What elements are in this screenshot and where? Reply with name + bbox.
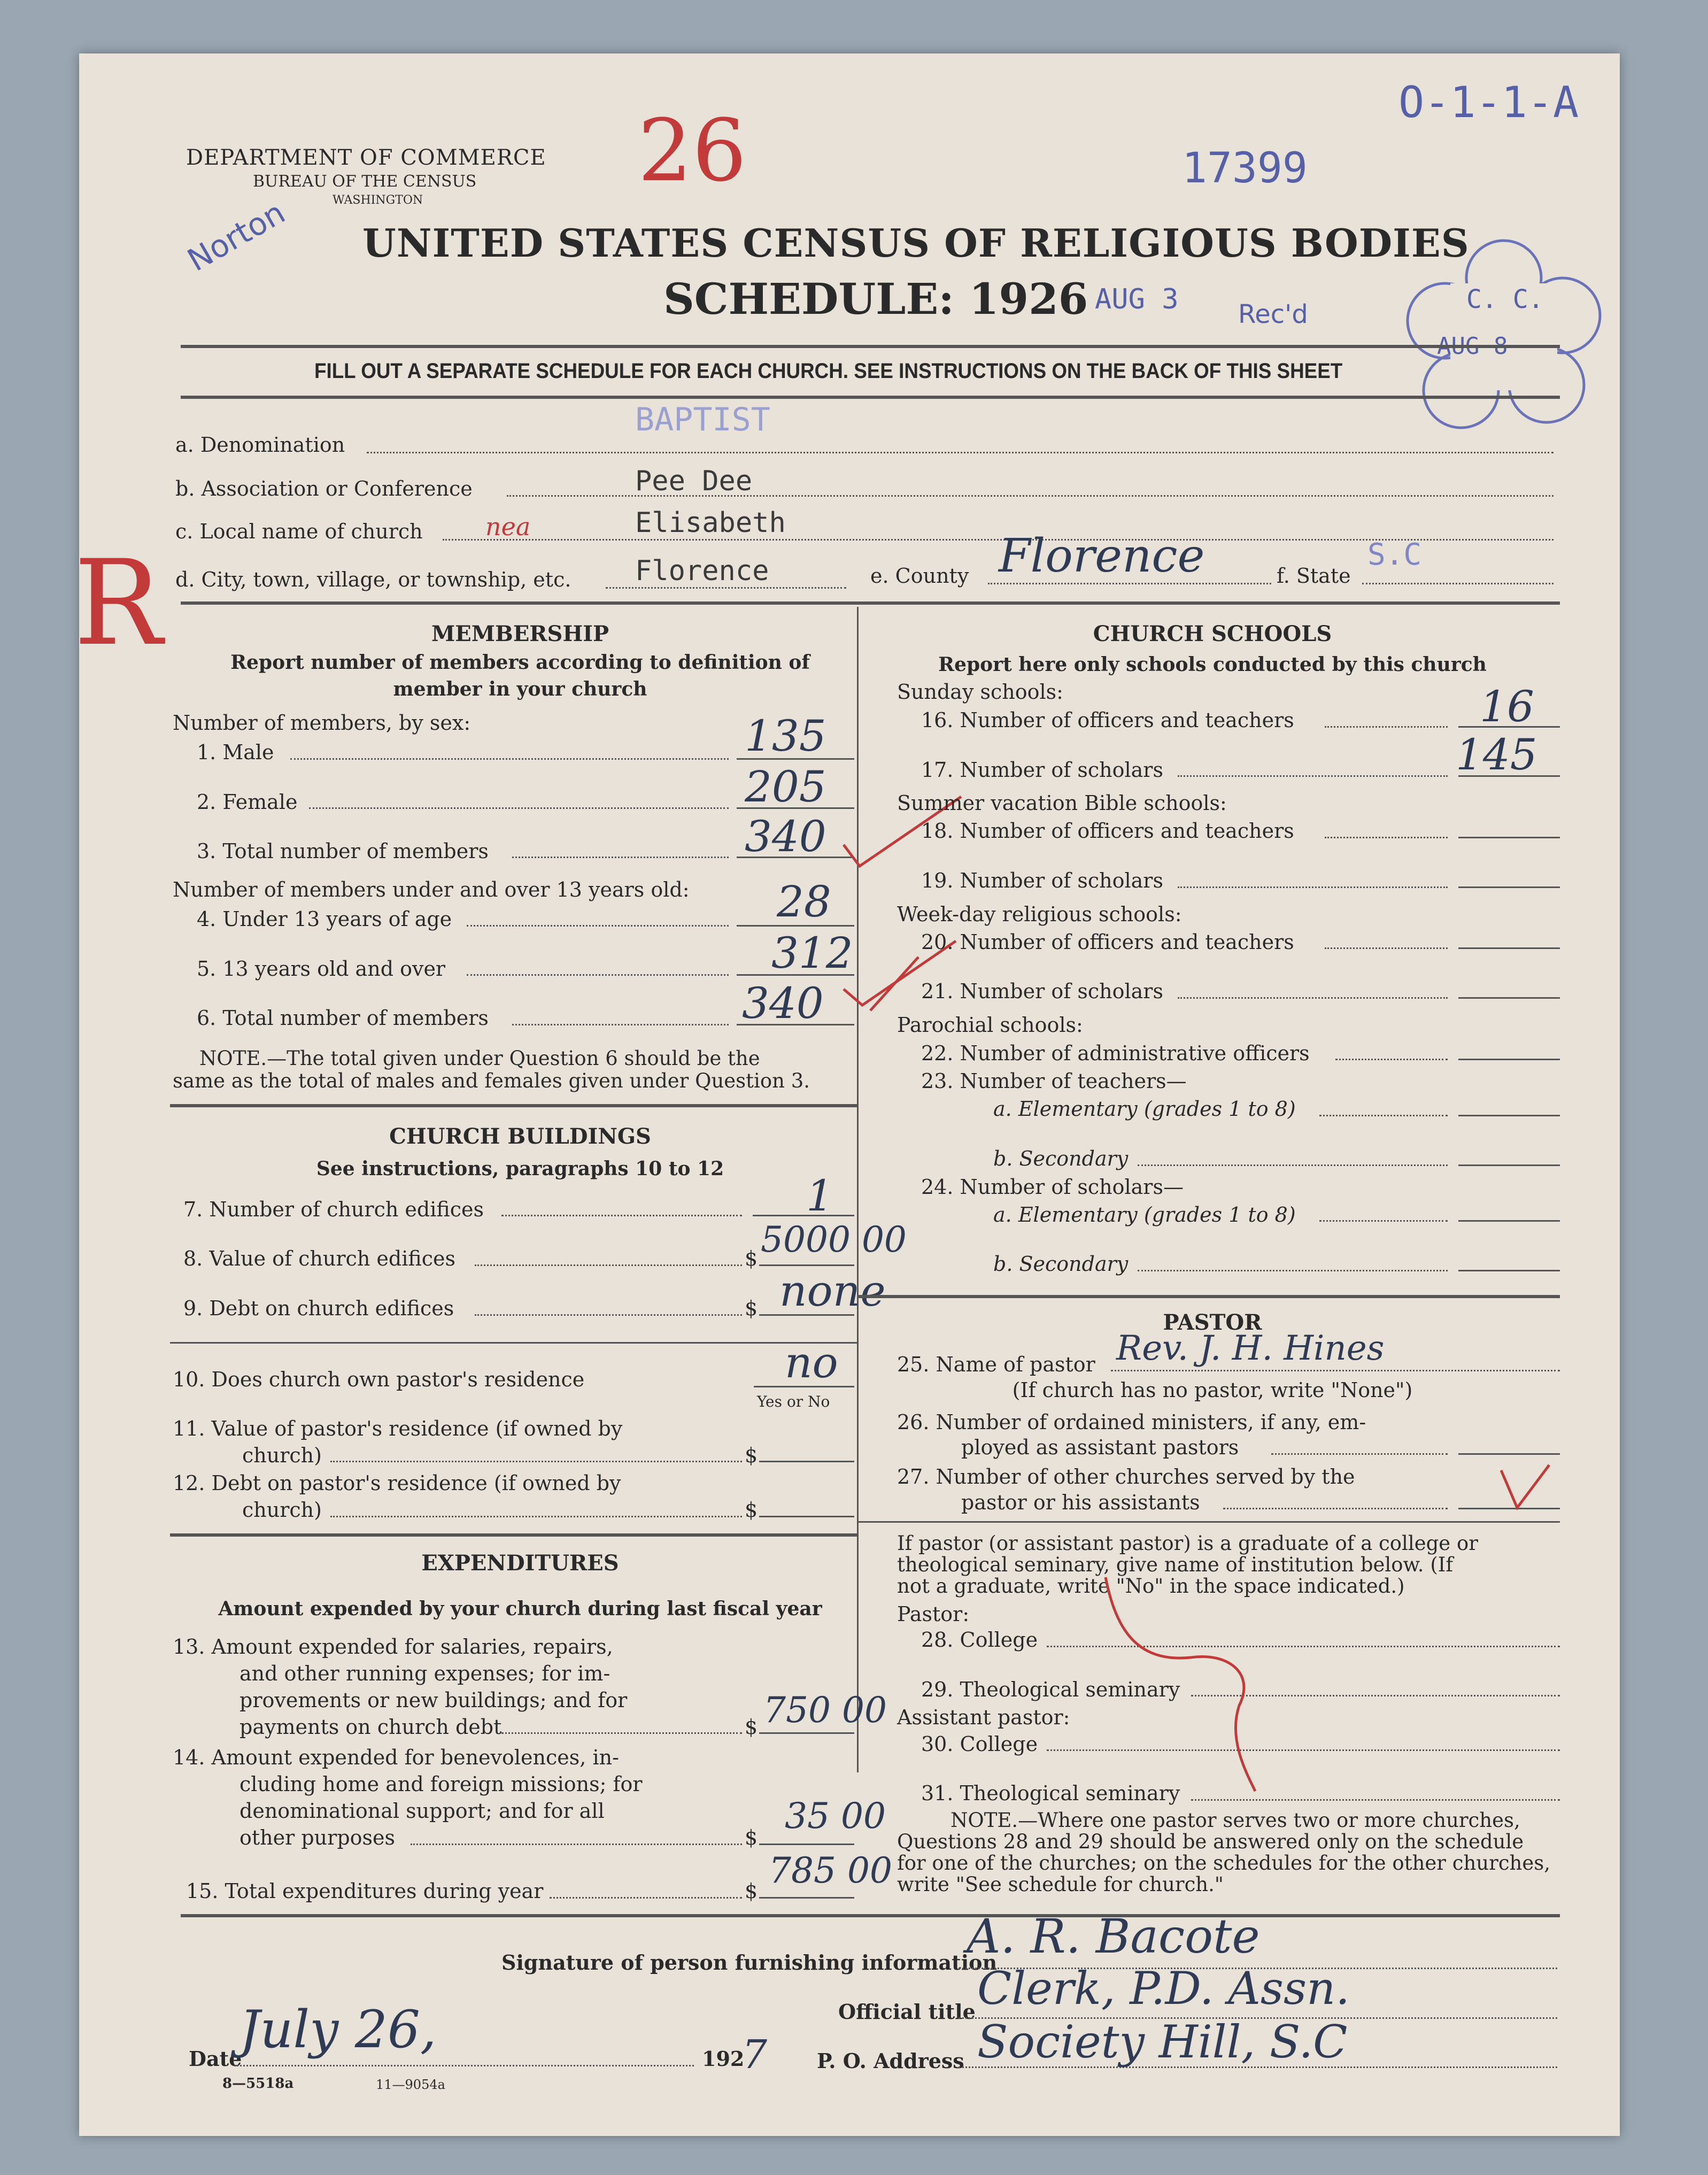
cc-stamp-date: AUG 8 bbox=[1437, 333, 1508, 360]
graduate-note-2: theological seminary, give name of institution below. (If bbox=[897, 1553, 1454, 1576]
q6-value: 340 bbox=[742, 978, 824, 1028]
q16-label: 16. Number of officers and teachers bbox=[921, 708, 1294, 732]
q14-label-4: other purposes bbox=[239, 1826, 396, 1849]
denomination-line bbox=[367, 452, 1554, 453]
q23b-label: b. Secondary bbox=[993, 1147, 1129, 1170]
q24b-label: b. Secondary bbox=[993, 1252, 1129, 1276]
q13-label-2: and other running expenses; for im- bbox=[239, 1662, 610, 1685]
form-number-2: 11—9054a bbox=[376, 2077, 445, 2092]
q23a-leader bbox=[1319, 1115, 1448, 1116]
q8-value: 5000 00 bbox=[761, 1219, 907, 1260]
received-date-stamp: AUG 3 bbox=[1095, 283, 1179, 315]
q8-dollar: $ bbox=[745, 1247, 758, 1270]
q18-label: 18. Number of officers and teachers bbox=[921, 819, 1294, 843]
q22-leader bbox=[1335, 1059, 1448, 1060]
association-value: Pee Dee bbox=[635, 465, 753, 497]
q7-leader bbox=[501, 1215, 742, 1216]
q20-leader bbox=[1325, 947, 1448, 949]
q14-leader bbox=[411, 1844, 742, 1845]
r-mark-annotation: R bbox=[74, 535, 163, 672]
q25-note: (If church has no pastor, write "None") bbox=[1012, 1378, 1413, 1402]
pastor-sub-label: Pastor: bbox=[897, 1602, 970, 1626]
q17-value: 145 bbox=[1456, 730, 1537, 780]
q28-label: 28. College bbox=[921, 1628, 1038, 1652]
q13-dollar: $ bbox=[745, 1715, 758, 1739]
buildings-title: CHURCH BUILDINGS bbox=[389, 1124, 651, 1149]
membership-note-2: same as the total of males and females given under Question 3. bbox=[173, 1069, 810, 1092]
q14-dollar: $ bbox=[745, 1826, 758, 1849]
q14-label-3: denominational support; and for all bbox=[239, 1799, 605, 1823]
q20-label: 20. Number of officers and teachers bbox=[921, 930, 1294, 954]
q9-leader bbox=[475, 1314, 742, 1316]
buildings-subtitle: See instructions, paragraphs 10 to 12 bbox=[316, 1158, 724, 1180]
city-line bbox=[606, 587, 846, 589]
q4-leader bbox=[467, 925, 729, 927]
q5-value: 312 bbox=[771, 928, 853, 978]
local-name-label: c. Local name of church bbox=[175, 520, 423, 543]
date-value: July 26, bbox=[239, 2000, 437, 2060]
q4-label: 4. Under 13 years of age bbox=[197, 907, 452, 931]
graduate-note-3: not a graduate, write "No" in the space indicated.) bbox=[897, 1575, 1405, 1598]
graduate-note-1: If pastor (or assistant pastor) is a graduate of a college or bbox=[897, 1532, 1478, 1555]
q29-label: 29. Theological seminary bbox=[921, 1678, 1180, 1701]
q31-label: 31. Theological seminary bbox=[921, 1781, 1180, 1805]
q30-label: 30. College bbox=[921, 1732, 1038, 1756]
q7-label: 7. Number of church edifices bbox=[183, 1198, 484, 1221]
year-digit: 7 bbox=[742, 2032, 768, 2078]
city-value: Florence bbox=[635, 555, 769, 587]
q13-value: 750 00 bbox=[763, 1690, 887, 1731]
form-number: 8—5518a bbox=[222, 2076, 294, 2092]
parochial-schools-label: Parochial schools: bbox=[897, 1013, 1083, 1037]
red-squiggle-mark-icon bbox=[1095, 1567, 1277, 1802]
q24b-leader bbox=[1138, 1270, 1448, 1271]
q11-label-2: church) bbox=[242, 1444, 322, 1467]
q24b-answer-line bbox=[1458, 1270, 1560, 1271]
q15-leader bbox=[550, 1897, 742, 1899]
q25-value: Rev. J. H. Hines bbox=[1116, 1329, 1385, 1368]
q24a-answer-line bbox=[1458, 1220, 1560, 1222]
instruction-rule bbox=[181, 396, 1560, 399]
sunday-schools-label: Sunday schools: bbox=[897, 680, 1063, 704]
department-label: DEPARTMENT OF COMMERCE bbox=[186, 145, 546, 170]
q18-answer-line bbox=[1458, 837, 1560, 838]
q25-line bbox=[1111, 1370, 1560, 1371]
q23-label: 23. Number of teachers— bbox=[921, 1069, 1187, 1093]
q14-value: 35 00 bbox=[785, 1795, 886, 1837]
date-line bbox=[234, 2065, 694, 2066]
top-rule bbox=[181, 345, 1560, 348]
association-label: b. Association or Conference bbox=[175, 477, 473, 500]
q8-label: 8. Value of church edifices bbox=[183, 1247, 455, 1270]
buildings-rule bbox=[170, 1533, 857, 1537]
q11-label-1: 11. Value of pastor's residence (if owned by bbox=[173, 1417, 623, 1440]
q15-label: 15. Total expenditures during year bbox=[186, 1879, 544, 1903]
buildings-mid-rule bbox=[170, 1342, 857, 1344]
pastor-title: PASTOR bbox=[1163, 1310, 1262, 1335]
q12-answer-line bbox=[759, 1516, 854, 1517]
county-label: e. County bbox=[870, 564, 969, 588]
membership-rule bbox=[170, 1104, 857, 1107]
q21-leader bbox=[1178, 997, 1448, 999]
membership-subtitle-2: member in your church bbox=[393, 678, 647, 700]
po-address-label: P. O. Address bbox=[817, 2049, 964, 2073]
q12-label-1: 12. Debt on pastor's residence (if owned by bbox=[173, 1471, 621, 1495]
q13-label-3: provements or new buildings; and for bbox=[239, 1688, 628, 1712]
q3-leader bbox=[512, 857, 729, 858]
q22-answer-line bbox=[1458, 1059, 1560, 1060]
signature-label: Signature of person furnishing information bbox=[501, 1950, 998, 1975]
q9-dollar: $ bbox=[745, 1297, 758, 1320]
q2-leader bbox=[309, 807, 729, 809]
q12-label-2: church) bbox=[242, 1498, 322, 1522]
handwritten-page-number: 26 bbox=[638, 101, 747, 200]
q14-label-2: cluding home and foreign missions; for bbox=[239, 1772, 643, 1796]
q15-value: 785 00 bbox=[769, 1850, 892, 1891]
county-line bbox=[988, 583, 1271, 584]
city-label: WASHINGTON bbox=[333, 194, 423, 207]
expenditures-subtitle: Amount expended by your church during last fiscal year bbox=[218, 1598, 822, 1620]
members-by-age-label: Number of members under and over 13 years old: bbox=[173, 878, 690, 901]
state-value: S.C bbox=[1367, 537, 1422, 572]
expenditures-title: EXPENDITURES bbox=[421, 1551, 619, 1576]
q9-value: none bbox=[779, 1266, 886, 1316]
membership-title: MEMBERSHIP bbox=[431, 621, 609, 646]
yes-no-hint: Yes or No bbox=[757, 1393, 830, 1410]
cc-stamp-text: C. C. bbox=[1466, 284, 1544, 314]
q12-leader bbox=[330, 1516, 742, 1517]
q26-label-2: ployed as assistant pastors bbox=[961, 1436, 1239, 1459]
pastor-mid-rule bbox=[859, 1521, 1560, 1523]
denomination-label: a. Denomination bbox=[175, 433, 345, 457]
classification-code-stamp: O-1-1-A bbox=[1398, 78, 1579, 127]
q13-leader bbox=[501, 1732, 742, 1734]
q4-value: 28 bbox=[777, 877, 831, 927]
summer-schools-label: Summer vacation Bible schools: bbox=[897, 791, 1227, 815]
schedule-number-stamp: 17399 bbox=[1182, 144, 1308, 192]
q2-value: 205 bbox=[745, 762, 826, 812]
instruction-line: FILL OUT A SEPARATE SCHEDULE FOR EACH CHURCH. SEE INSTRUCTIONS ON THE BACK OF THIS SHEET bbox=[314, 359, 1343, 383]
city-label: d. City, town, village, or township, etc. bbox=[175, 568, 571, 591]
form-title: UNITED STATES CENSUS OF RELIGIOUS BODIES bbox=[362, 220, 1470, 266]
q13-answer-line bbox=[759, 1732, 854, 1734]
norton-stamp: Norton bbox=[181, 194, 291, 279]
year-prefix: 192 bbox=[702, 2047, 745, 2071]
identity-rule bbox=[181, 601, 1560, 605]
q6-label: 6. Total number of members bbox=[197, 1006, 489, 1030]
schools-title: CHURCH SCHOOLS bbox=[1093, 621, 1332, 646]
received-stamp: Rec'd bbox=[1238, 299, 1308, 329]
q3-value: 340 bbox=[745, 812, 826, 861]
assistant-sub-label: Assistant pastor: bbox=[897, 1706, 1070, 1729]
q23b-leader bbox=[1138, 1164, 1448, 1166]
q11-dollar: $ bbox=[745, 1444, 758, 1467]
q19-leader bbox=[1178, 886, 1448, 888]
schools-subtitle: Report here only schools conducted by this church bbox=[938, 653, 1487, 676]
nea-annotation: nea bbox=[485, 512, 531, 541]
schools-rule bbox=[859, 1295, 1560, 1298]
q10-label: 10. Does church own pastor's residence bbox=[173, 1368, 585, 1391]
q23a-answer-line bbox=[1458, 1115, 1560, 1116]
q11-leader bbox=[330, 1461, 742, 1462]
q5-leader bbox=[467, 974, 729, 976]
q6-leader bbox=[512, 1024, 729, 1025]
schedule-year: SCHEDULE: 1926 bbox=[663, 274, 1088, 324]
q1-value: 135 bbox=[745, 711, 826, 761]
county-value: Florence bbox=[999, 529, 1205, 583]
q15-dollar: $ bbox=[745, 1879, 758, 1903]
q21-answer-line bbox=[1458, 997, 1560, 999]
q7-value: 1 bbox=[806, 1171, 833, 1221]
q17-leader bbox=[1178, 775, 1448, 777]
q17-label: 17. Number of scholars bbox=[921, 758, 1163, 782]
q24-label: 24. Number of scholars— bbox=[921, 1175, 1184, 1199]
q7-answer-line bbox=[753, 1215, 854, 1216]
q24a-label: a. Elementary (grades 1 to 8) bbox=[993, 1203, 1296, 1227]
q26-label-1: 26. Number of ordained ministers, if any, em- bbox=[897, 1410, 1366, 1434]
census-schedule-sheet bbox=[74, 53, 1620, 2136]
q1-label: 1. Male bbox=[197, 741, 274, 764]
bureau-label: BUREAU OF THE CENSUS bbox=[253, 172, 477, 191]
date-label: Date bbox=[189, 2047, 242, 2071]
q20-answer-line bbox=[1458, 947, 1560, 949]
signature-value: A. R. Bacote bbox=[967, 1909, 1260, 1964]
members-by-sex-label: Number of members, by sex: bbox=[173, 711, 471, 735]
q27-label-2: pastor or his assistants bbox=[961, 1491, 1200, 1514]
q19-label: 19. Number of scholars bbox=[921, 869, 1163, 892]
q9-label: 9. Debt on church edifices bbox=[183, 1297, 454, 1320]
q21-label: 21. Number of scholars bbox=[921, 979, 1163, 1003]
pastor-note-1: NOTE.—Where one pastor serves two or more churches, bbox=[950, 1809, 1520, 1832]
official-title-value: Clerk, P.D. Assn. bbox=[977, 1962, 1350, 2015]
q16-value: 16 bbox=[1480, 682, 1534, 731]
state-line bbox=[1362, 583, 1554, 584]
membership-note-1: NOTE.—The total given under Question 6 should be the bbox=[199, 1047, 760, 1070]
q27-check-icon bbox=[1496, 1454, 1555, 1518]
local-name-value: Elisabeth bbox=[635, 507, 786, 539]
q18-leader bbox=[1325, 837, 1448, 838]
membership-subtitle-1: Report number of members according to definition of bbox=[230, 651, 810, 674]
q3-label: 3. Total number of members bbox=[197, 839, 489, 863]
q24a-leader bbox=[1319, 1220, 1448, 1222]
q13-label-4: payments on church debt bbox=[239, 1715, 502, 1739]
q25-label: 25. Name of pastor bbox=[897, 1353, 1095, 1376]
q13-label-1: 13. Amount expended for salaries, repairs, bbox=[173, 1635, 613, 1659]
q15-answer-line bbox=[759, 1897, 854, 1899]
q19-answer-line bbox=[1458, 886, 1560, 888]
q12-dollar: $ bbox=[745, 1498, 758, 1522]
q16-leader bbox=[1325, 726, 1448, 728]
denomination-value: BAPTIST bbox=[635, 401, 770, 438]
q1-leader bbox=[290, 758, 729, 760]
q10-value: no bbox=[785, 1338, 838, 1387]
weekday-schools-label: Week-day religious schools: bbox=[897, 903, 1182, 926]
q23a-label: a. Elementary (grades 1 to 8) bbox=[993, 1097, 1296, 1121]
pastor-note-3: for one of the churches; on the schedules for the other churches, bbox=[897, 1852, 1551, 1875]
po-address-value: Society Hill, S.C bbox=[977, 2016, 1348, 2068]
q22-label: 22. Number of administrative officers bbox=[921, 1042, 1310, 1065]
q2-label: 2. Female bbox=[197, 790, 298, 814]
pastor-note-2: Questions 28 and 29 should be answered only on the schedule bbox=[897, 1830, 1524, 1853]
bottom-rule bbox=[181, 1914, 1560, 1917]
q27-label-1: 27. Number of other churches served by the bbox=[897, 1465, 1355, 1488]
q11-answer-line bbox=[759, 1461, 854, 1462]
pastor-note-4: write "See schedule for church." bbox=[897, 1873, 1224, 1896]
q5-label: 5. 13 years old and over bbox=[197, 957, 446, 981]
q23b-answer-line bbox=[1458, 1164, 1560, 1166]
q26-leader bbox=[1271, 1453, 1448, 1455]
q8-leader bbox=[475, 1264, 742, 1266]
official-title-label: Official title bbox=[838, 2000, 976, 2024]
q27-leader bbox=[1223, 1508, 1448, 1509]
q14-answer-line bbox=[759, 1844, 854, 1845]
q14-label-1: 14. Amount expended for benevolences, in- bbox=[173, 1746, 619, 1769]
state-label: f. State bbox=[1277, 564, 1351, 588]
